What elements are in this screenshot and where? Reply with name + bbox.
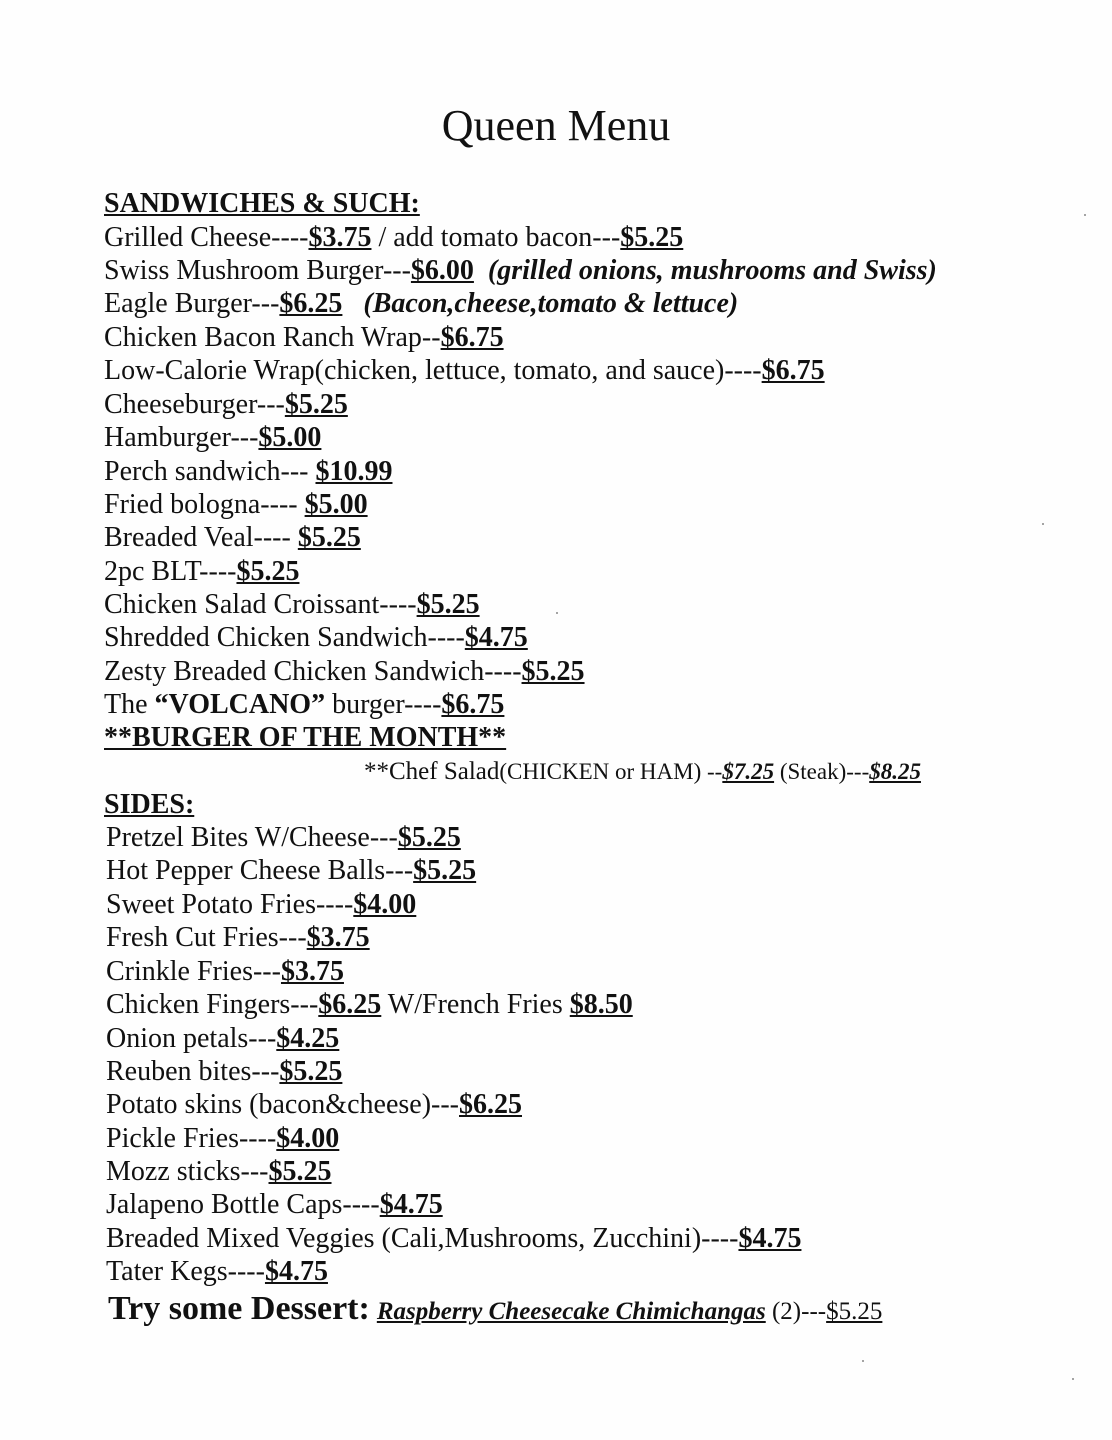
item-note: (grilled onions, mushrooms and Swiss) <box>487 255 937 286</box>
item-name: Breaded Veal---- <box>104 522 298 553</box>
item-name: Jalapeno Bottle Caps---- <box>106 1189 380 1220</box>
side-item-mozz-sticks <box>106 1155 332 1188</box>
item-name: Crinkle Fries--- <box>106 956 281 987</box>
menu-item-chicken-salad-croissant <box>104 588 480 621</box>
menu-item-breaded-veal <box>104 521 361 554</box>
side-item-potato-skins <box>106 1088 522 1121</box>
scan-speck <box>862 1360 864 1362</box>
side-item-jalapeno-bottle-caps <box>106 1188 443 1221</box>
item-name: Reuben bites--- <box>106 1056 280 1087</box>
item-name: Hot Pepper Cheese Balls--- <box>106 855 414 886</box>
side-item-pretzel-bites <box>106 821 461 854</box>
item-name: Chicken Bacon Ranch Wrap-- <box>104 322 441 353</box>
item-name: 2pc BLT---- <box>104 556 237 587</box>
item-name: Perch sandwich--- <box>104 456 316 487</box>
item-price: $6.25 <box>318 989 382 1020</box>
side-item-chicken-fingers <box>106 988 633 1021</box>
item-steak-price: $8.25 <box>869 759 921 784</box>
side-item-hot-pepper-cheese-balls <box>106 854 476 887</box>
side-item-sweet-potato-fries <box>106 888 416 921</box>
menu-item-low-calorie-wrap <box>104 354 825 387</box>
item-name: Tater Kegs---- <box>106 1256 265 1287</box>
item-addon-price: $5.25 <box>620 222 684 253</box>
item-price: $6.75 <box>440 322 504 353</box>
item-name-suffix: burger---- <box>325 689 442 720</box>
item-price: $5.25 <box>397 822 461 853</box>
menu-item-2pc-blt <box>104 555 299 588</box>
menu-item-chicken-bacon-ranch-wrap <box>104 321 504 354</box>
item-price: $6.75 <box>761 355 825 386</box>
item-name-bold: “VOLCANO” <box>154 689 326 720</box>
menu-item-eagle-burger <box>104 287 738 320</box>
side-item-tater-kegs <box>106 1255 328 1288</box>
side-item-breaded-mixed-veggies <box>106 1222 801 1255</box>
item-price: $10.99 <box>315 456 393 487</box>
item-price: $4.75 <box>464 622 528 653</box>
item-price: $6.00 <box>410 255 474 286</box>
side-item-reuben-bites <box>106 1055 342 1088</box>
menu-item-hamburger <box>104 421 321 454</box>
sandwiches-heading: SANDWICHES & SUCH: <box>104 188 420 219</box>
item-price: $5.00 <box>258 422 322 453</box>
scan-speck <box>1084 214 1086 216</box>
item-addon-price: $8.50 <box>569 989 633 1020</box>
item-price: $3.75 <box>306 922 370 953</box>
menu-item-fried-bologna <box>104 488 368 521</box>
item-price: $4.25 <box>276 1023 340 1054</box>
scan-speck <box>556 612 558 614</box>
item-price: $4.00 <box>276 1123 340 1154</box>
menu-item-perch-sandwich <box>104 455 392 488</box>
menu-item-volcano-burger <box>104 688 504 721</box>
item-price: $3.75 <box>280 956 344 987</box>
item-name: Fresh Cut Fries--- <box>106 922 307 953</box>
side-item-pickle-fries <box>106 1122 339 1155</box>
item-name: Mozz sticks--- <box>106 1156 269 1187</box>
item-name: Potato skins (bacon&cheese)--- <box>106 1089 459 1120</box>
item-price: $6.25 <box>279 288 343 319</box>
item-name: Eagle Burger--- <box>104 288 280 319</box>
item-price: $5.25 <box>284 389 348 420</box>
dessert-price: $5.25 <box>826 1298 883 1325</box>
item-name-prefix: The <box>104 689 155 720</box>
item-name: Swiss Mushroom Burger--- <box>104 255 411 286</box>
item-price: $5.25 <box>521 656 585 687</box>
menu-item-cheeseburger <box>104 388 348 421</box>
item-price: $4.75 <box>738 1223 802 1254</box>
item-name: Onion petals--- <box>106 1023 277 1054</box>
item-name: Sweet Potato Fries---- <box>106 889 354 920</box>
item-name: Chicken Salad Croissant---- <box>104 589 417 620</box>
item-price: $3.75 <box>308 222 372 253</box>
item-name: Hamburger--- <box>104 422 259 453</box>
item-price: $6.25 <box>459 1089 522 1120</box>
scan-speck <box>1072 1378 1074 1380</box>
item-options: (CHICKEN or HAM) -- <box>499 759 723 784</box>
side-item-onion-petals <box>106 1022 339 1055</box>
item-price: $5.25 <box>236 556 300 587</box>
item-name: **Chef Salad <box>364 758 500 785</box>
menu-item-grilled-cheese <box>104 221 683 254</box>
dessert-line <box>108 1288 882 1333</box>
item-note: (Bacon,cheese,tomato & lettuce) <box>363 288 739 319</box>
item-price: $5.25 <box>279 1056 343 1087</box>
item-price: $4.00 <box>353 889 417 920</box>
item-price: $4.75 <box>379 1189 443 1220</box>
page-title: Queen Menu <box>441 101 671 150</box>
dessert-label: Try some Dessert: <box>108 1290 370 1327</box>
item-price: $4.75 <box>264 1256 328 1287</box>
item-price: $5.25 <box>413 855 477 886</box>
item-name: Grilled Cheese---- <box>104 222 309 253</box>
item-price: $5.25 <box>297 522 361 553</box>
burger-of-the-month: **BURGER OF THE MONTH** <box>104 722 507 753</box>
side-item-fresh-cut-fries <box>106 921 370 954</box>
item-name: Zesty Breaded Chicken Sandwich---- <box>104 656 522 687</box>
item-price: $6.75 <box>441 689 505 720</box>
item-addon: / add tomato bacon--- <box>371 222 621 253</box>
item-name: Pretzel Bites W/Cheese--- <box>106 822 398 853</box>
item-price: $7.25 <box>722 759 775 784</box>
item-addon: W/French Fries <box>381 989 570 1020</box>
item-price: $5.25 <box>416 589 480 620</box>
item-name: Fried bologna---- <box>104 489 305 520</box>
item-price: $5.25 <box>268 1156 332 1187</box>
sides-heading: SIDES: <box>104 789 195 820</box>
item-name: Breaded Mixed Veggies (Cali,Mushrooms, Zucchini)---- <box>106 1223 739 1254</box>
menu-item-chef-salad <box>364 757 921 787</box>
item-price: $5.00 <box>304 489 368 520</box>
menu-item-swiss-mushroom-burger <box>104 254 937 287</box>
side-item-crinkle-fries <box>106 955 344 988</box>
scan-speck <box>1042 523 1044 525</box>
item-name: Shredded Chicken Sandwich---- <box>104 622 465 653</box>
item-name: Cheeseburger--- <box>104 389 285 420</box>
menu-item-zesty-breaded-chicken-sandwich <box>104 655 585 688</box>
menu-item-shredded-chicken-sandwich <box>104 621 528 654</box>
dessert-qty: (2)--- <box>765 1298 827 1325</box>
item-name: Pickle Fries---- <box>106 1123 277 1154</box>
item-steak-label: (Steak)--- <box>774 759 870 784</box>
item-name: Chicken Fingers--- <box>106 989 319 1020</box>
item-name: Low-Calorie Wrap(chicken, lettuce, tomato, and sauce)---- <box>104 355 762 386</box>
dessert-item: Raspberry Cheesecake Chimichangas <box>376 1298 766 1325</box>
